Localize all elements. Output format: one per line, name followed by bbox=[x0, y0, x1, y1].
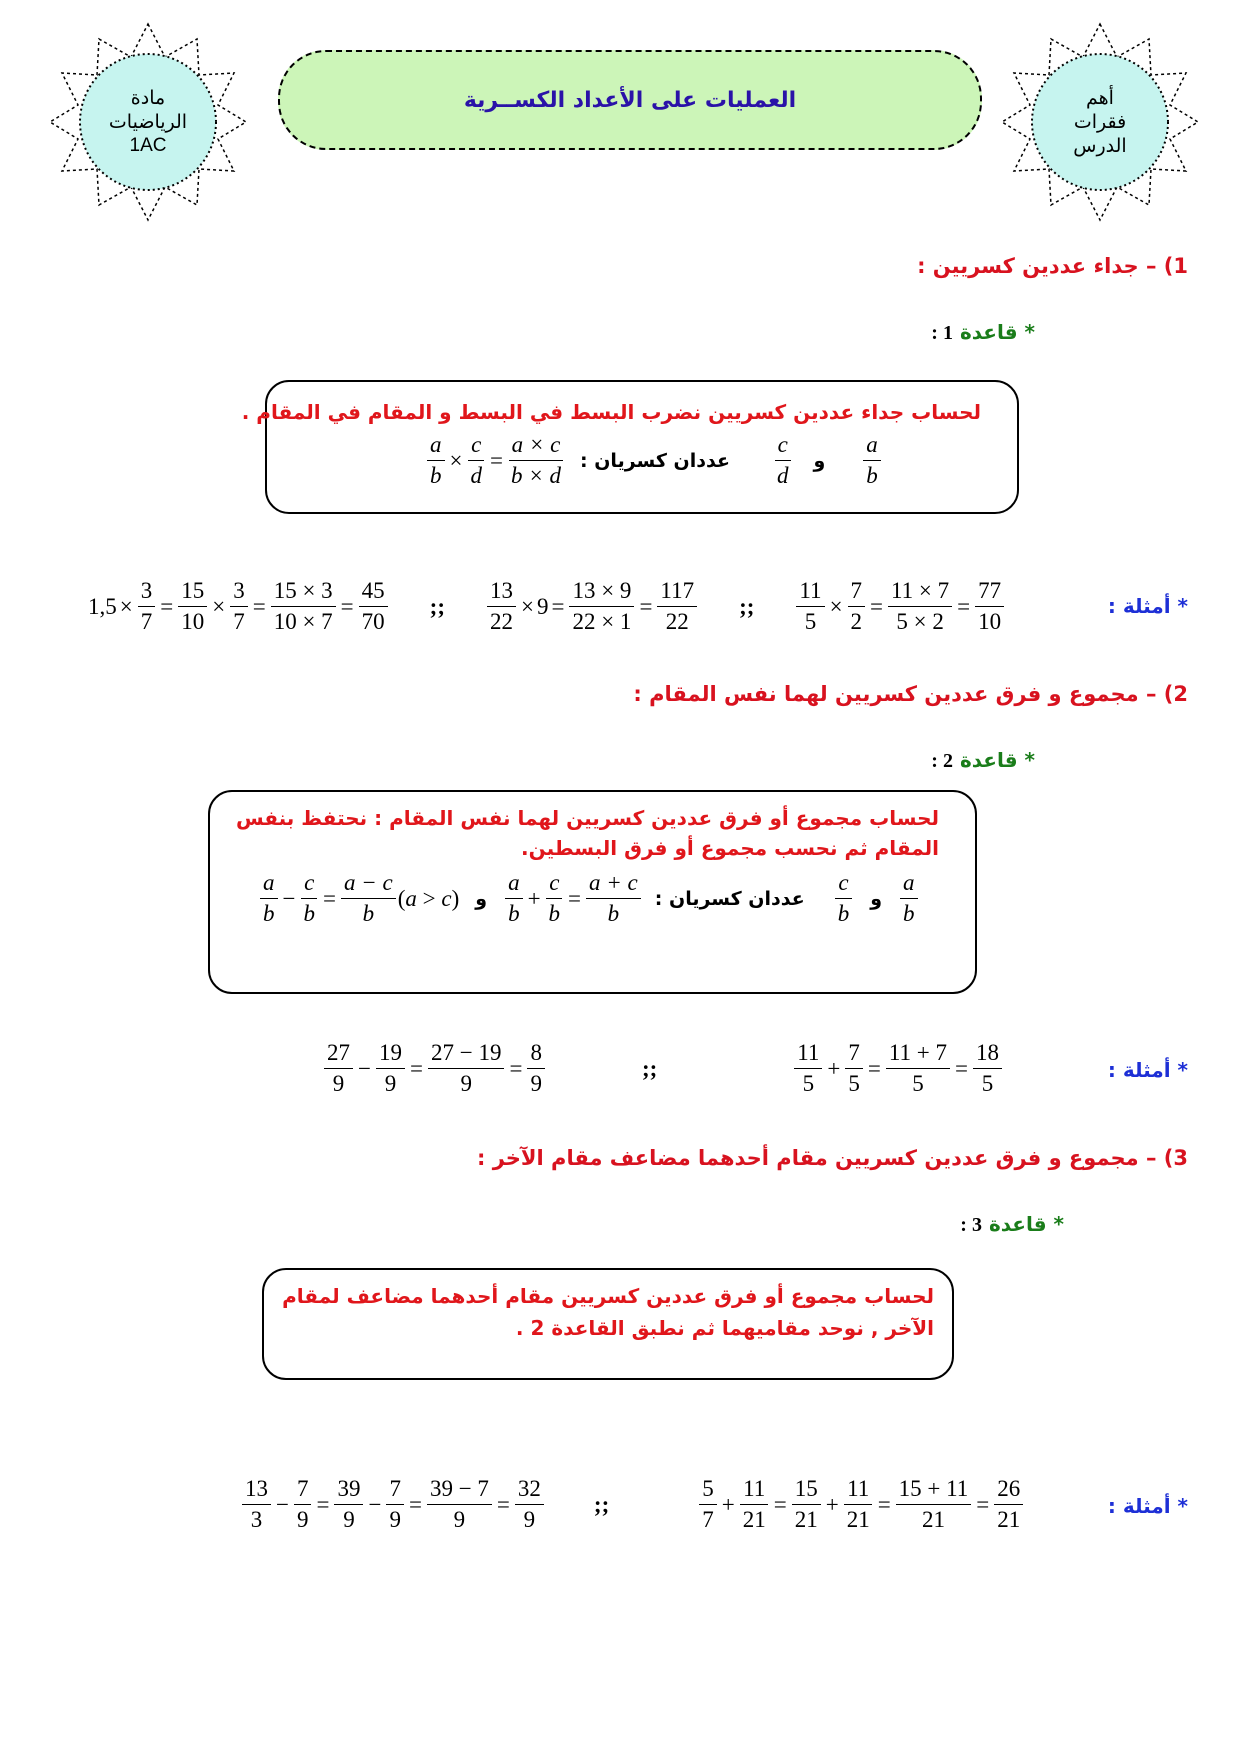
rule-2-formula: a b − $\frac{c}{b}$ = $\frac{a - c}{b}$ (a > c) و a b + $\frac{c}{b}$ = $\frac{a + c}{b}$ عددان كسريان : c b و a b bbox=[258, 870, 920, 927]
rule-3-line-2: الآخر , نوحد مقاميهما ثم نطبق القاعدة 2 . bbox=[515, 1316, 934, 1340]
page-title: العمليات على الأعداد الكســرية bbox=[278, 50, 982, 150]
fraction: $\frac{a}{b}$ bbox=[427, 432, 445, 489]
rule-3-line-1: لحساب مجموع أو فرق عددين كسريين مقام أحدهما مضاعف لمقام bbox=[282, 1284, 934, 1308]
examples-2-row: 27 9 − $\frac{19}{9}$ = $\frac{27 - 19}{9}$ = $\frac{8}{9}$ ;; 11 5 + $\frac{7}{5}$ = $\frac{11 + 7}{5}$ = $\frac{18}{5}$ bbox=[322, 1040, 1004, 1097]
rule-1-label-text: * قاعدة bbox=[959, 320, 1035, 344]
rule-2-box bbox=[208, 790, 977, 994]
separator: ;; bbox=[641, 1055, 658, 1081]
separator: ;; bbox=[593, 1491, 610, 1517]
rule-1-number: 1 : bbox=[931, 322, 953, 344]
lesson-badge bbox=[1000, 22, 1200, 222]
rule-2-line-1: لحساب مجموع أو فرق عددين كسريين لهما نفس المقام : نحتفظ بنفس bbox=[235, 806, 939, 830]
fraction: $\frac{c}{d}$ bbox=[467, 432, 485, 489]
subject-line-1: مادة bbox=[130, 87, 166, 109]
rule-2-label-text: * قاعدة bbox=[959, 748, 1035, 772]
subject-line-2: الرياضيات bbox=[108, 111, 188, 133]
examples-3-row: 13 3 − $\frac{7}{9}$ = $\frac{39}{9}$ − $\frac{7}{9}$ = $\frac{39 - 7}{9}$ = $\frac{32}{9}$ ;; 5 7 + $\frac{11}{21}$ = $\frac{15}{21}$ + $\frac{11}{21}$ = $\frac{15 + 11}{21}$ = $\frac{26}{21}$ bbox=[240, 1476, 1025, 1533]
rule-1-formula: $\frac{a}{b}$ × $\frac{c}{d}$ = $\frac{a \times c}{b \times d}$ عددان كسريان : c d و a b bbox=[425, 432, 883, 489]
section-3-heading: 3) – مجموع و فرق عددين كسريين مقام أحدهما مضاعف مقام الآخر : bbox=[477, 1146, 1188, 1170]
examples-3-label: * أمثلة : bbox=[1107, 1494, 1188, 1518]
rule-2-and: و bbox=[870, 887, 883, 910]
subject-line-3: 1AC bbox=[129, 135, 167, 156]
examples-2-label: * أمثلة : bbox=[1107, 1058, 1188, 1082]
rule-2-label bbox=[931, 748, 1035, 773]
subject-badge bbox=[48, 22, 248, 222]
fraction: a b bbox=[863, 432, 881, 489]
rule-1-label bbox=[931, 320, 1035, 345]
examples-1-row: 1,5 × $\frac{3}{7}$ = $\frac{15}{10}$ × $\frac{3}{7}$ = $\frac{15 \times 3}{10 \times 7}$ = $\frac{45}{70}$ ;; $\frac{13}{22}$ × 9 = $\frac{13 \times 9}{22 \times 1}$ = $\frac{117}{22}$ ;; $\frac{11}{5}$ × $\frac{7}{2}$ = $\frac{11 \times 7}{5 \times 2}$ = $\frac{77}{10}$ bbox=[88, 578, 1006, 635]
fraction: c d bbox=[774, 432, 792, 489]
rule-1-pair-text: عددان كسريان : bbox=[580, 449, 730, 472]
rule-2-line-2: المقام ثم نحسب مجموع أو فرق البسطين. bbox=[521, 836, 939, 860]
rule-2-and-2: و bbox=[475, 887, 488, 910]
separator: ;; bbox=[429, 593, 445, 619]
separator: ;; bbox=[739, 593, 755, 619]
lesson-line-3: الدرس bbox=[1073, 135, 1127, 157]
lesson-line-1: أهم bbox=[1086, 87, 1114, 109]
examples-1-label: * أمثلة : bbox=[1107, 594, 1188, 618]
fraction: $\frac{a \times c}{b \times d}$ bbox=[508, 432, 564, 489]
section-1-heading: 1) – جداء عددين كسريين : bbox=[917, 254, 1188, 278]
lesson-line-2: فقرات bbox=[1073, 111, 1127, 133]
rule-1-text: لحساب جداء عددين كسريين نضرب البسط في البسط و المقام في المقام . bbox=[241, 400, 981, 424]
rule-1-box bbox=[241, 380, 1019, 514]
rule-3-number: 3 : bbox=[960, 1214, 982, 1236]
section-2-heading: 2) – مجموع و فرق عددين كسريين لهما نفس المقام : bbox=[633, 682, 1188, 706]
rule-2-number: 2 : bbox=[931, 750, 953, 772]
rule-2-pair-text: عددان كسريان : bbox=[654, 887, 805, 910]
rule-3-box bbox=[262, 1268, 954, 1380]
rule-3-label bbox=[960, 1212, 1064, 1237]
rule-3-label-text: * قاعدة bbox=[988, 1212, 1064, 1236]
rule-1-and: و bbox=[813, 449, 826, 472]
